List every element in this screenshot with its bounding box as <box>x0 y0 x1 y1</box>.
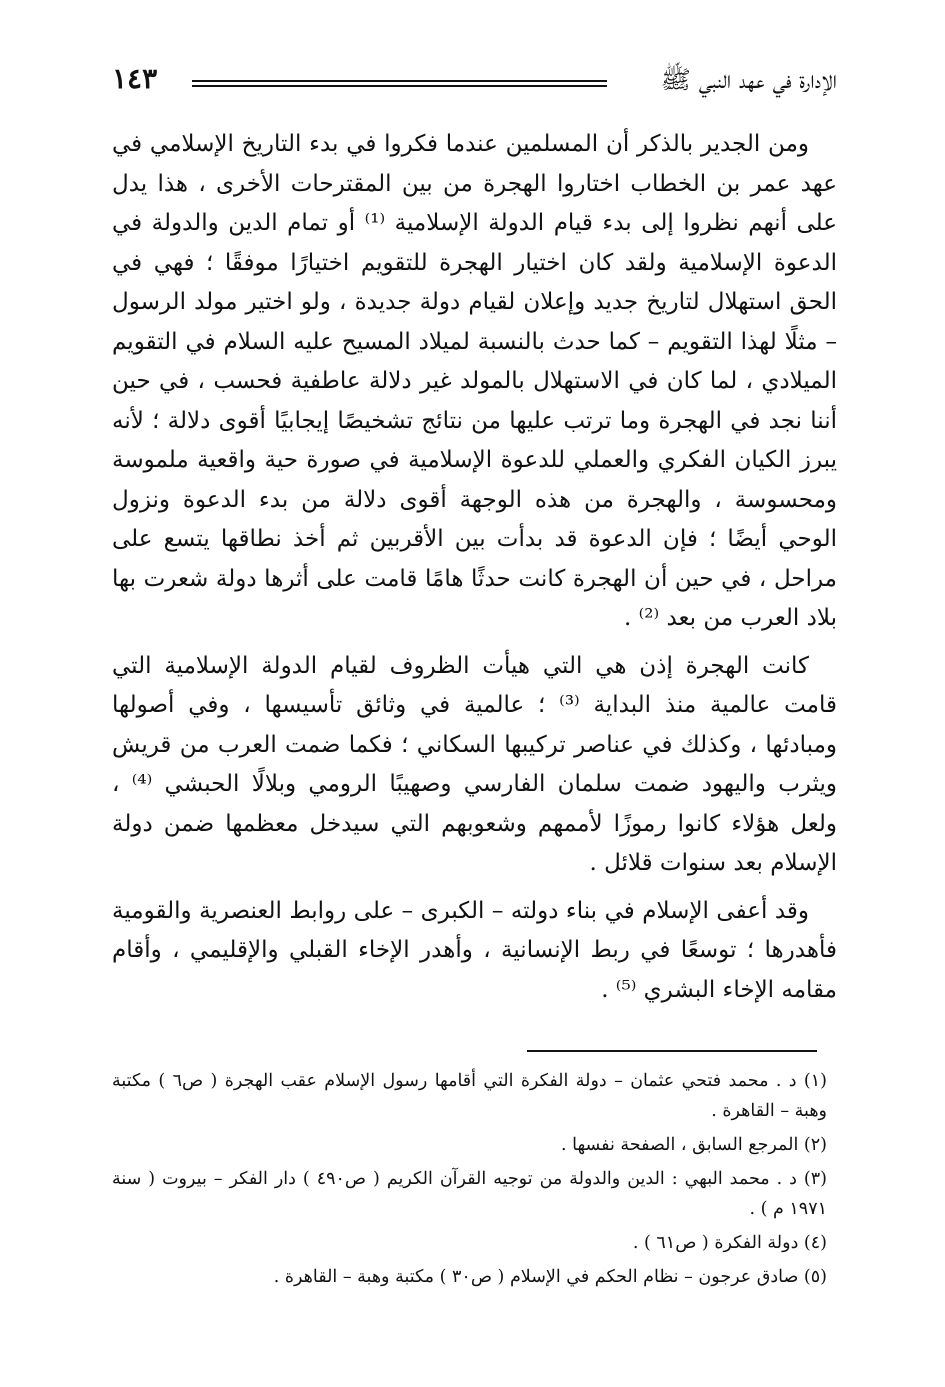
footnote-separator <box>527 1050 817 1052</box>
running-title: الإدارة في عهد النبي ﷺ <box>660 65 837 94</box>
running-header <box>112 62 837 102</box>
footnote-4: (٤) دولة الفكرة ( ص٦١ ) . <box>632 1233 827 1253</box>
paragraph-2: كانت الهجرة إذن هي التي هيأت الظروف لقيام الدولة الإسلامية التي قامت عالمية منذ البداية ⁽³⁾ ؛ عالمية في وثائق تأسيسها ، وفي أصولها ومبادئها ، وكذلك في عناصر تركيبها السكاني ؛ فكما ضمت العرب من قريش ويثرب واليهود ضمت سلمان الفارسي وصهيبًا الرومي وبلالًا الحبشي ⁽⁴⁾ ، ولعل هؤلاء كانوا رموزًا لأممهم وشعوبهم التي سيدخل معظمها ضمن دولة الإسلام بعد سنوات قلائل . <box>112 652 837 876</box>
paragraph-1: ومن الجدير بالذكر أن المسلمين عندما فكروا في بدء التاريخ الإسلامي في عهد عمر بن الخطاب اختاروا الهجرة من بين المقترحات الأخرى ، هذا يدل على أنهم نظروا إلى بدء قيام الدولة الإسلامية ⁽¹⁾ أو تمام الدين والدولة في الدعوة الإسلامية ولقد كان اختيار الهجرة للتقويم اختيارًا موفقًا ؛ فهي في الحق استهلال لتاريخ جديد وإعلان لقيام دولة جديدة ، ولو اختير مولد الرسول – مثلًا لهذا التقويم – كما حدث بالنسبة لميلاد المسيح عليه السلام في التقويم الميلادي ، لما كان في الاستهلال بالمولد غير دلالة عاطفية فحسب ، في حين أننا نجد في الهجرة وما ترتب عليها من نتائج تشخيصًا إيجابيًا أقوى دلالة ؛ لأنه يبرز الكيان الفكري والعملي للدعوة الإسلامية في صورة حية واقعية ملموسة ومحسوسة ، والهجرة من هذه الوجهة أقوى دلالة من بدء الدعوة ونزول الوحي أيضًا ؛ فإن الدعوة قد بدأت بين الأقربين ثم أخذ نطاقها يتسع على مراحل ، في حين أن الهجرة كانت حدثًا هامًا قامت على أثرها دولة شعرت بها بلاد العرب من بعد ⁽²⁾ . <box>112 131 837 631</box>
footnote-2: (٢) المرجع السابق ، الصفحة نفسها . <box>561 1135 827 1155</box>
page-number: ١٤٣ <box>112 62 158 95</box>
paragraph-3: وقد أعفى الإسلام في بناء دولته – الكبرى – على روابط العنصرية والقومية فأهدرها ؛ توسعًا في ربط الإنسانية ، وأهدر الإخاء القبلي والإقليمي ، وأقام مقامه الإخاء البشري ⁽⁵⁾ . <box>112 897 837 1003</box>
header-double-rule <box>192 80 607 82</box>
footnote-5: (٥) صادق عرجون – نظام الحكم في الإسلام ( ص٣٠ ) مكتبة وهبة – القاهرة . <box>273 1267 827 1287</box>
footnotes <box>112 1066 827 1296</box>
footnote-3: (٣) د . محمد البهي : الدين والدولة من توجيه القرآن الكريم ( ص٤٩٠ ) دار الفكر – بيروت ( سنة ١٩٧١ م ) . <box>112 1169 827 1219</box>
main-text <box>112 125 837 1018</box>
footnote-1: (١) د . محمد فتحي عثمان – دولة الفكرة التي أقامها رسول الإسلام عقب الهجرة ( ص٦ ) مكتبة وهبة – القاهرة . <box>112 1071 827 1121</box>
